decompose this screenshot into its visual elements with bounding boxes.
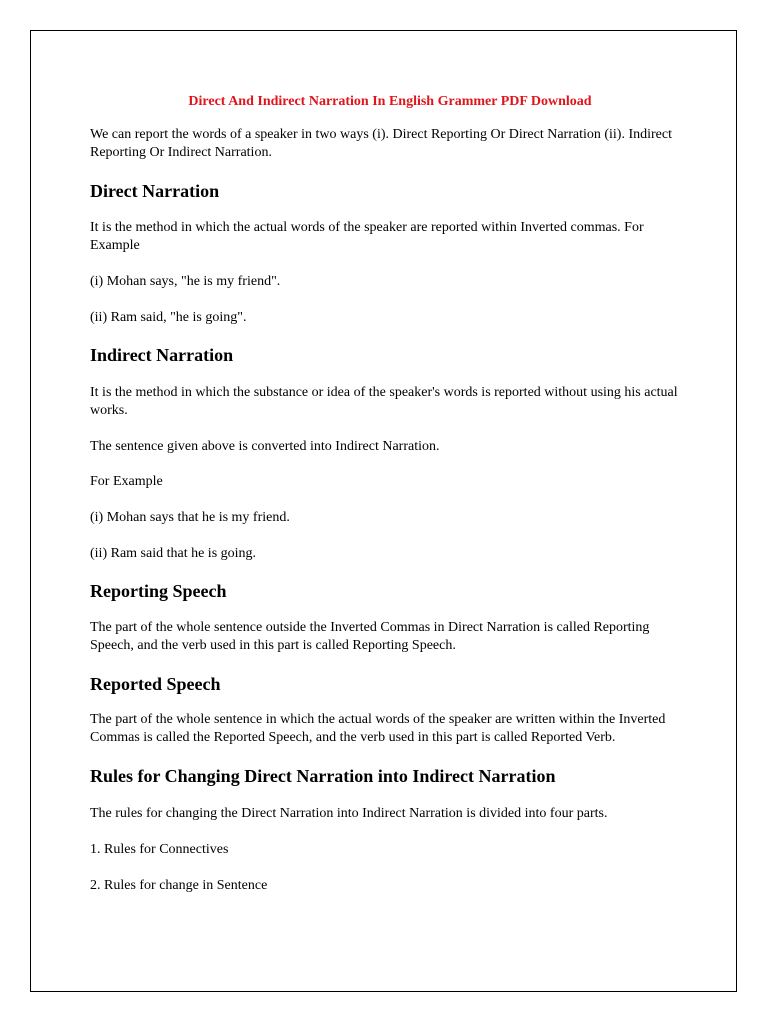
rules-intro: The rules for changing the Direct Narration into Indirect Narration is divided into four parts.: [90, 806, 608, 821]
reporting-speech-heading: Reporting Speech: [90, 581, 227, 601]
rule-item-sentence-change: 2. Rules for change in Sentence: [90, 878, 268, 893]
indirect-narration-definition: It is the method in which the substance or idea of the speaker's words is reported without using his actual works.: [90, 385, 678, 418]
reported-speech-body: The part of the whole sentence in which the actual words of the speaker are written within the Inverted Commas is called the Reported Speech, and the verb used in this part is called Reported Verb.: [90, 712, 666, 745]
reporting-speech-body: The part of the whole sentence outside the Inverted Commas in Direct Narration is called Reporting Speech, and the verb used in this part is called Reporting Speech.: [90, 620, 650, 653]
document-content: [90, 93, 690, 895]
indirect-narration-heading: Indirect Narration: [90, 345, 234, 365]
indirect-example-2: (ii) Ram said that he is going.: [90, 546, 257, 561]
direct-example-2: (ii) Ram said, "he is going".: [90, 310, 247, 325]
indirect-example-1: (i) Mohan says that he is my friend.: [90, 510, 290, 525]
document-title: Direct And Indirect Narration In English Grammer PDF Download: [188, 94, 592, 109]
direct-narration-heading: Direct Narration: [90, 181, 220, 201]
converted-note: The sentence given above is converted into Indirect Narration.: [90, 439, 440, 454]
for-example-label: For Example: [90, 474, 163, 489]
rule-item-connectives: 1. Rules for Connectives: [90, 842, 229, 857]
intro-paragraph: We can report the words of a speaker in two ways (i). Direct Reporting Or Direct Narration (ii). Indirect Reporting Or Indirect Narration.: [90, 127, 672, 160]
reported-speech-heading: Reported Speech: [90, 674, 221, 694]
direct-example-1: (i) Mohan says, "he is my friend".: [90, 274, 281, 289]
rules-heading: Rules for Changing Direct Narration into Indirect Narration: [90, 766, 556, 786]
direct-narration-definition: It is the method in which the actual words of the speaker are reported within Inverted commas. For Example: [90, 220, 644, 253]
